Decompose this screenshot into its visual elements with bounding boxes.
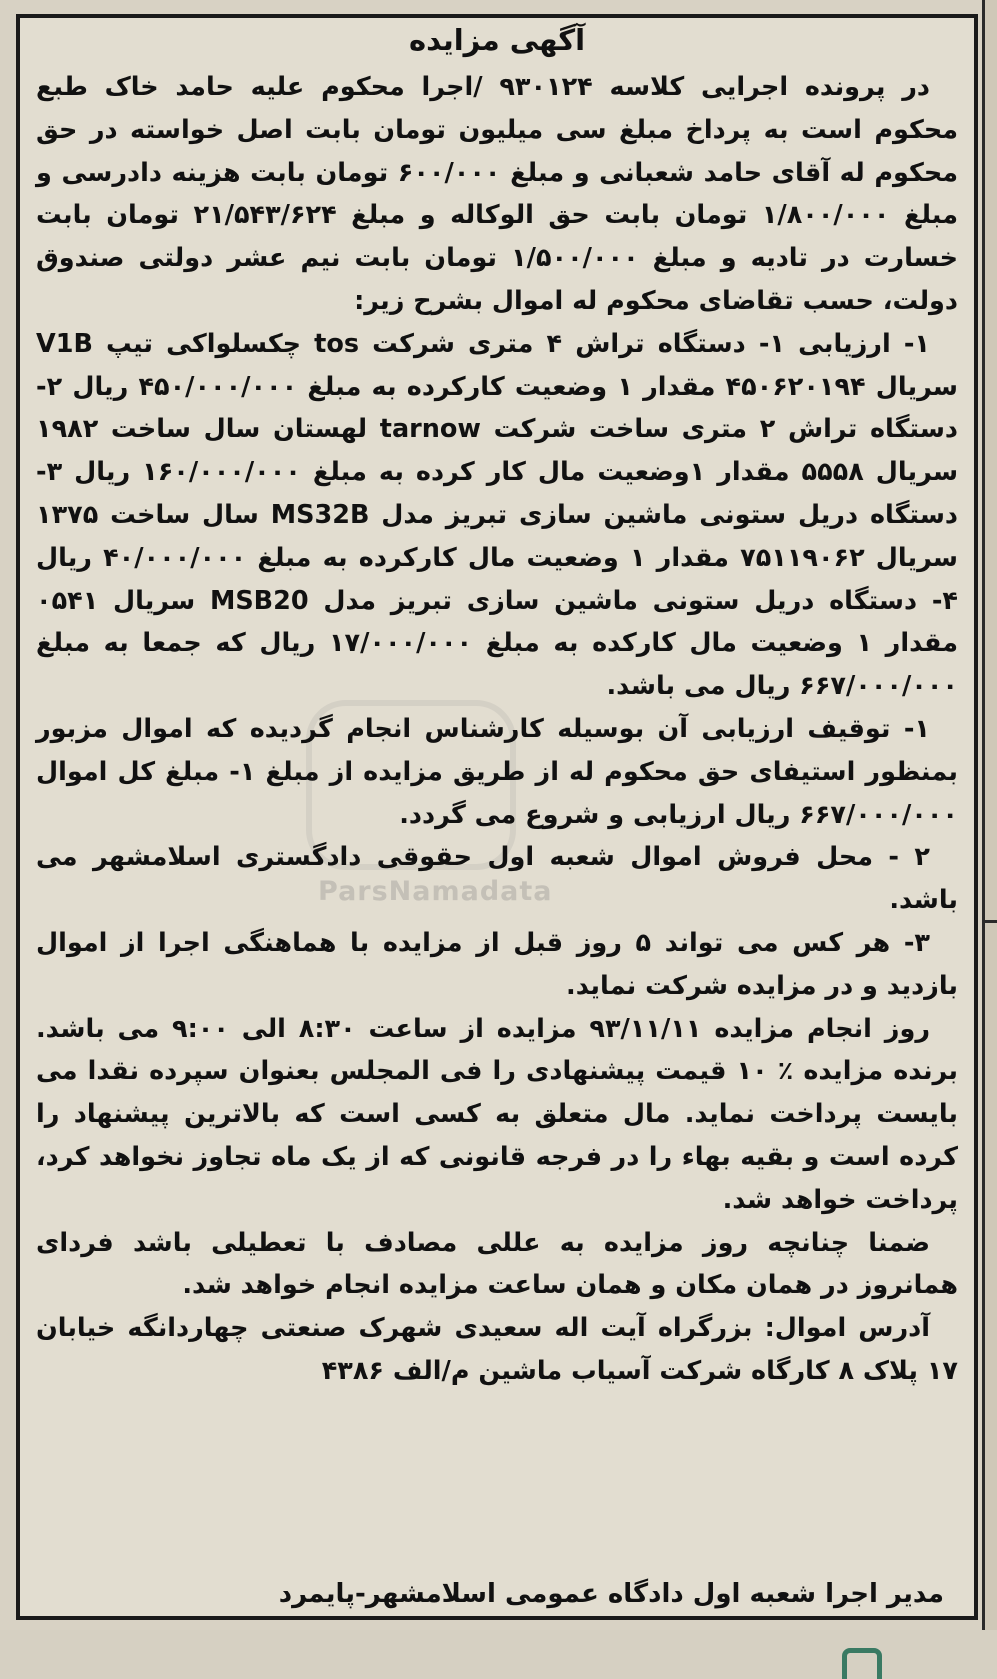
- next-notice-logo-fragment: [842, 1648, 882, 1679]
- notice-title: آگهی مزایده: [408, 23, 586, 57]
- notice-paragraph-visit: ۳- هر کس می تواند ۵ روز قبل از مزایده با هماهنگی اجرا از اموال بازدید و در مزایده شرکت نماید.: [36, 927, 958, 1001]
- auction-notice-body: [36, 18, 958, 1393]
- column-divider-tick: [982, 920, 997, 923]
- watermark-text: ParsNamadata: [318, 876, 553, 907]
- notice-paragraph-intro: در پرونده اجرایی کلاسه ۹۳۰۱۲۴ /اجرا محکوم علیه حامد خاک طبع محکوم است به پرداخ مبلغ سی میلیون تومان بابت اصل خواسته در حق محکوم له آقای حامد شعبانی و مبلغ ۶۰۰/۰۰۰ تومان بابت هزینه دادرسی و مبلغ ۱/۸۰۰/۰۰۰ تومان بابت حق الوکاله و مبلغ ۲۱/۵۴۳/۶۲۴ تومان بابت خسارت در تادیه و مبلغ ۱/۵۰۰/۰۰۰ تومان بابت نیم عشر دولتی صندوق دولت، حسب تقاضای محکوم له اموال بشرح زیر:: [36, 72, 958, 316]
- notice-paragraph-date: روز انجام مزایده ۹۳/۱۱/۱۱ مزایده از ساعت ۸:۳۰ الی ۹:۰۰ می باشد. برنده مزایده ٪ ۱۰ قیمت پیشنهادی را فی المجلس بعنوان سپرده نقدا می بایست پرداخت نماید. مال متعلق به کسی است که بالاترین پیشنهاد را کرده است و بقیه بهاء را در فرجه قانونی که از یک ماه تجاوز نخواهد کرد، پرداخت خواهد شد.: [36, 1013, 958, 1215]
- notice-paragraph-seizure: ۱- توقیف ارزیابی آن بوسیله کارشناس انجام گردیده که اموال مزبور بمنظور استیفای حق محکوم له از طریق مزایده از مبلغ ۱- مبلغ کل اموال ۶۶۷/۰۰۰/۰۰۰ ریال ارزیابی و شروع می گردد.: [36, 713, 958, 830]
- notice-paragraph-location: ۲ - محل فروش اموال شعبه اول حقوقی دادگستری اسلامشهر می باشد.: [36, 842, 958, 916]
- notice-signature: مدیر اجرا شعبه اول دادگاه عمومی اسلامشهر-پایمرد: [278, 1579, 944, 1609]
- notice-paragraph-holiday: ضمنا چنانچه روز مزایده به عللی مصادف با تعطیلی باشد فردای همانروز در همان مکان و همان ساعت مزایده انجام خواهد شد.: [36, 1227, 958, 1301]
- notice-paragraph-items: ۱- ارزیابی ۱- دستگاه تراش ۴ متری شرکت tos چکسلواکی تیپ V1B سریال ۴۵۰۶۲۰۱۹۴ مقدار ۱ وضعیت کارکرده به مبلغ ۴۵۰/۰۰۰/۰۰۰ ریال ۲- دستگاه تراش ۲ متری ساخت شرکت tarnow لهستان سال ساخت ۱۹۸۲ سریال ۵۵۵۸ مقدار ۱وضعیت مال کار کرده به مبلغ ۱۶۰/۰۰۰/۰۰۰ ریال ۳- دستگاه دریل ستونی ماشین سازی تبریز مدل MS32B سال ساخت ۱۳۷۵ سریال ۷۵۱۱۹۰۶۲ مقدار ۱ وضعیت مال کارکرده به مبلغ ۴۰/۰۰۰/۰۰۰ ریال ۴- دستگاه دریل ستونی ماشین سازی تبریز مدل MSB20 سریال ۰۵۴۱ مقدار ۱ وضعیت مال کارکده به مبلغ ۱۷/۰۰۰/۰۰۰ ریال که جمعا به مبلغ ۶۶۷/۰۰۰/۰۰۰ ریال می باشد.: [36, 328, 959, 702]
- notice-paragraph-address: آدرس اموال: بزرگراه آیت اله سعیدی شهرک صنعتی چهاردانگه خیابان ۱۷ پلاک ۸ کارگاه شرکت آسیاب ماشین م/الف ۴۳۸۶: [36, 1313, 958, 1386]
- adjacent-column-divider: [982, 0, 997, 1679]
